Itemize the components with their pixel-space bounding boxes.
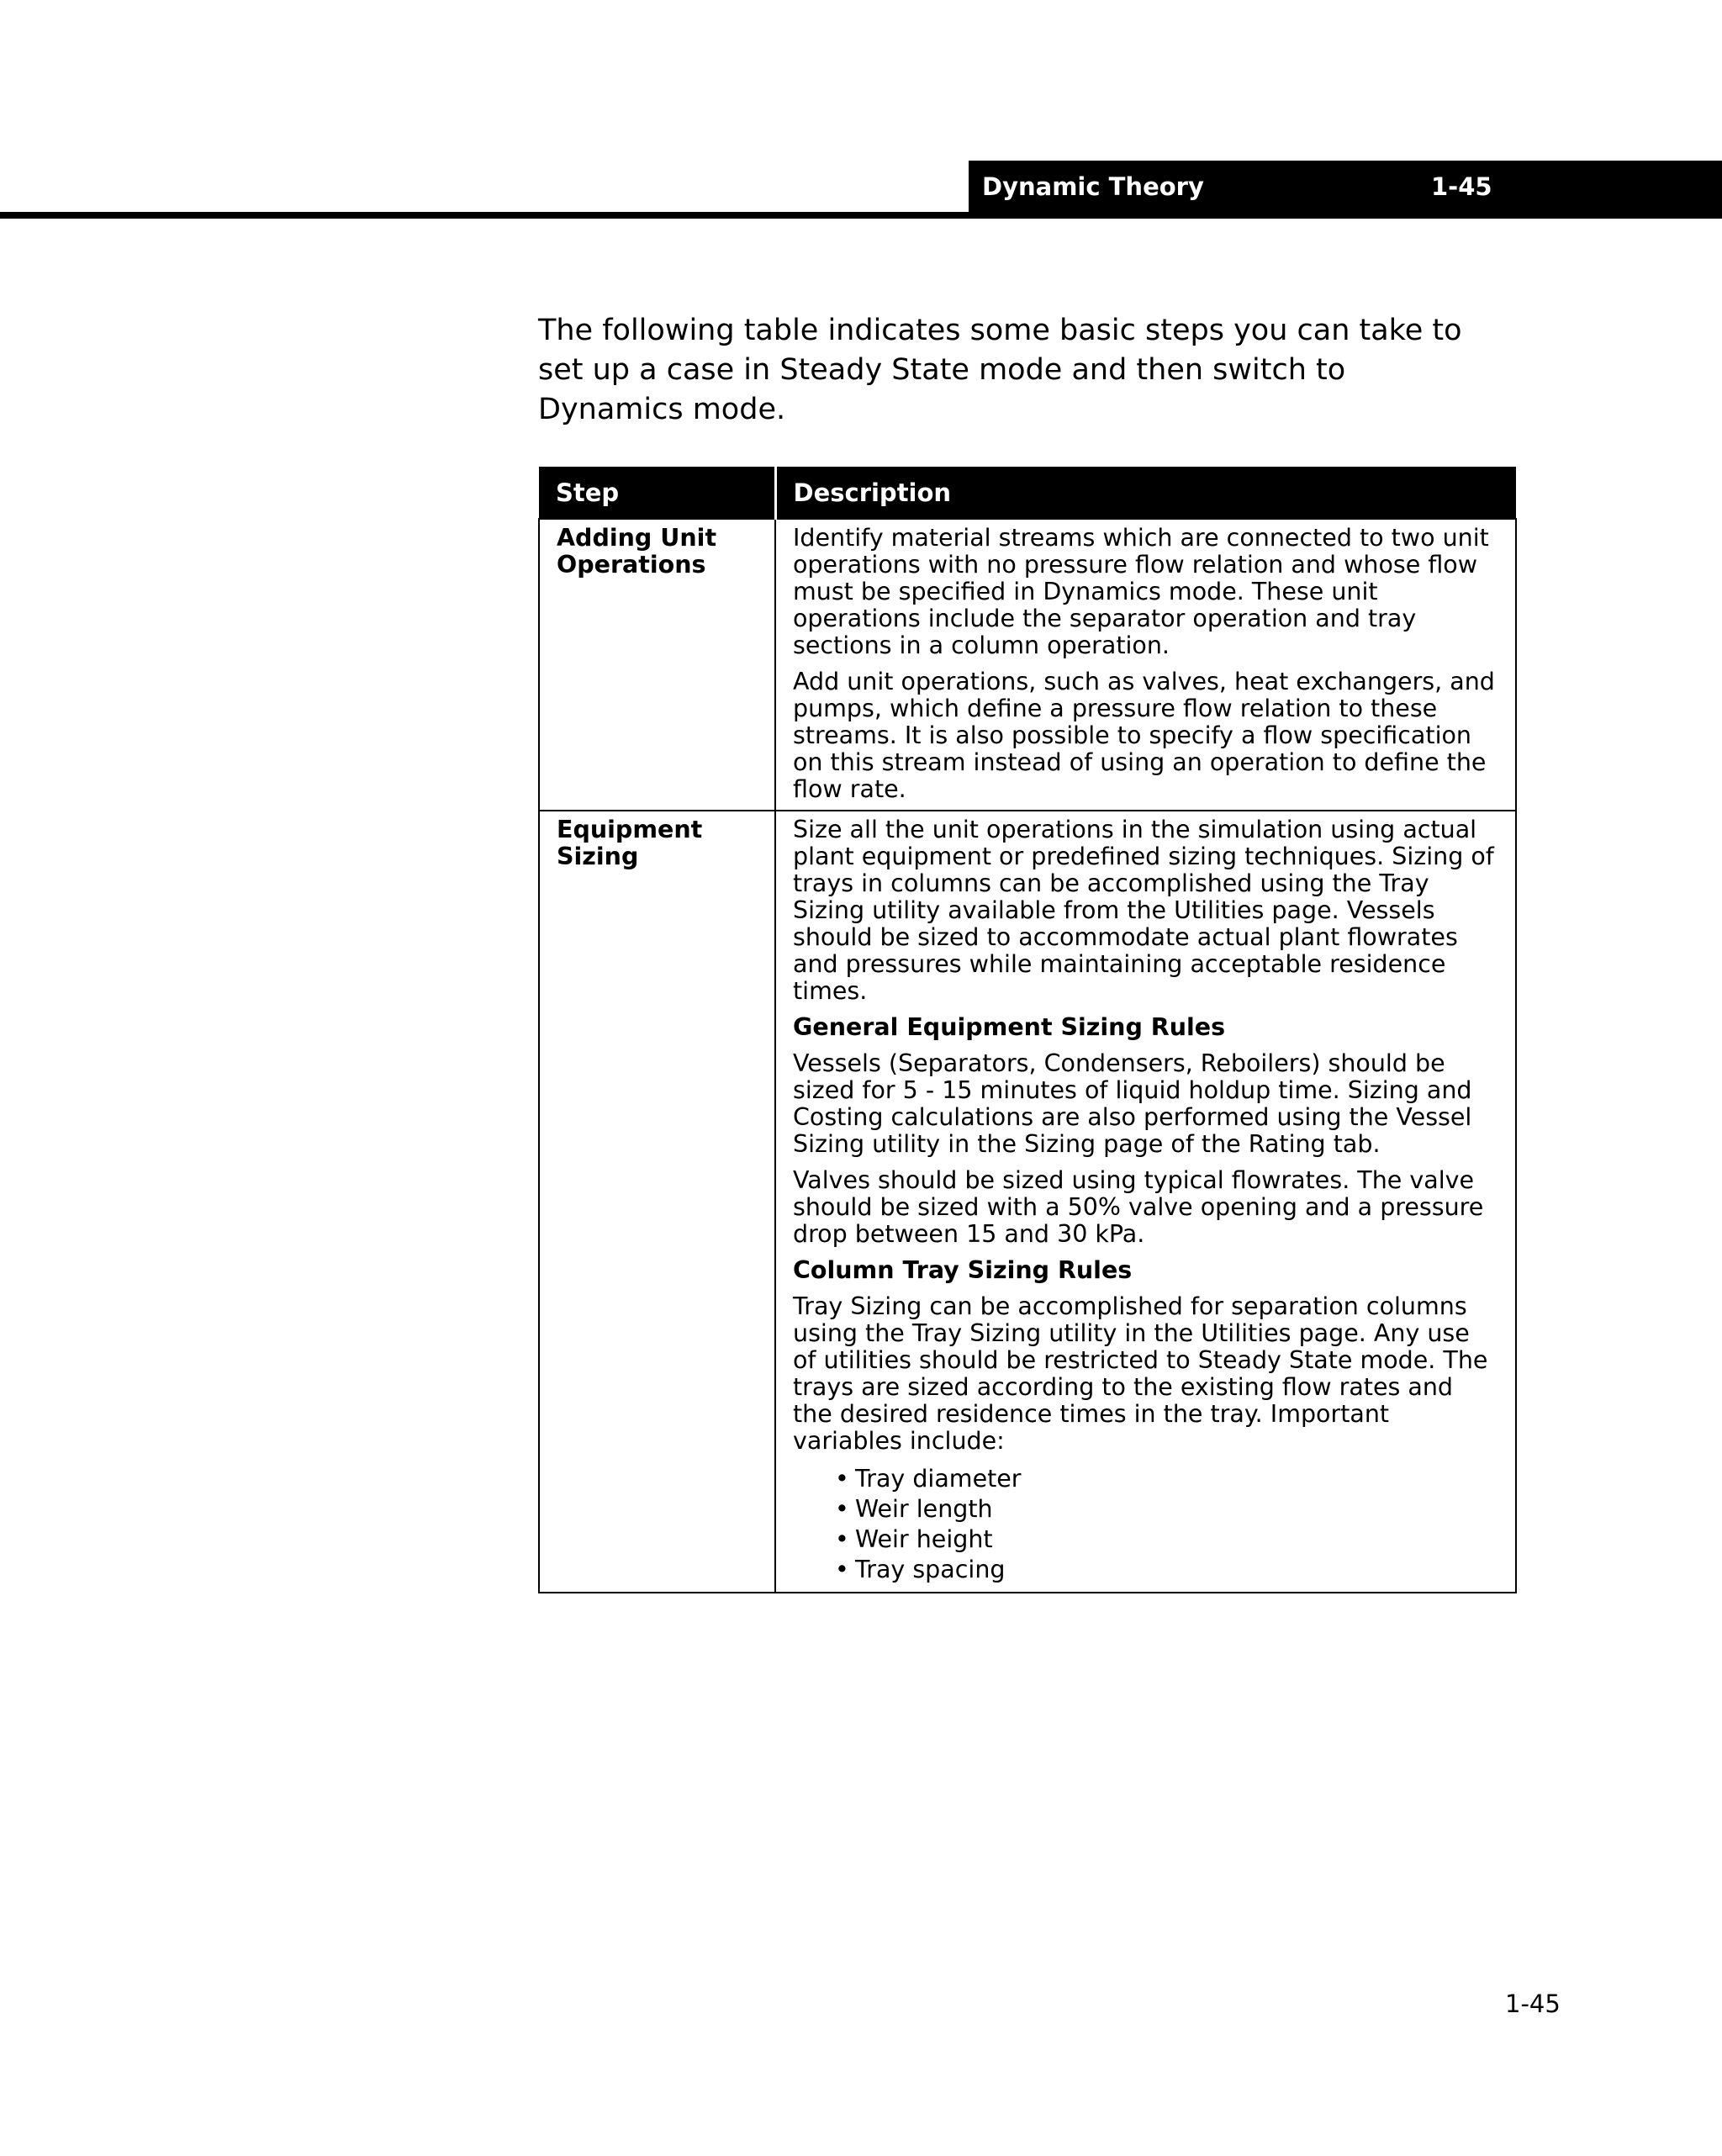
header-section-title: Dynamic Theory xyxy=(982,172,1204,201)
table-row xyxy=(539,811,1516,1593)
list-item: • Tray spacing xyxy=(835,1555,1498,1585)
description-paragraph: Identify material streams which are connected to two unit operations with no pressure flow relation and whose flow must be specified in Dynamics mode. These unit operations include the separator operation and tray sections in a column operation. xyxy=(793,524,1489,659)
table-row xyxy=(539,519,1516,811)
table-header-row xyxy=(539,467,1516,519)
running-header xyxy=(969,161,1722,219)
column-header-description: Description xyxy=(775,467,1516,519)
step-cell: Adding Unit Operations xyxy=(539,519,775,811)
sizing-rules-heading: General Equipment Sizing Rules xyxy=(793,1013,1226,1041)
header-page-number: 1-45 xyxy=(1431,172,1492,201)
intro-paragraph: The following table indicates some basic steps you can take to set up a case in Steady State mode and then switch to Dynamics mode. xyxy=(538,314,1462,426)
description-paragraph: Tray Sizing can be accomplished for separation columns using the Tray Sizing utility in the Utilities page. Any use of utilities should be restricted to Steady State mode. The trays are sized according to the existing flow rates and the desired residence times in the tray. Important variables include: xyxy=(793,1292,1488,1455)
list-item: • Weir height xyxy=(835,1525,1498,1555)
description-paragraph: Vessels (Separators, Condensers, Reboilers) should be sized for 5 - 15 minutes of liquid holdup time. Sizing and Costing calculations are also performed using the Vessel Sizing utility in the Sizing page of the Rating tab. xyxy=(793,1049,1472,1158)
description-paragraph: Add unit operations, such as valves, heat exchangers, and pumps, which define a pressure flow relation to these streams. It is also possible to specify a flow specification on this stream instead of using an operation to define the flow rate. xyxy=(793,668,1495,803)
column-header-step: Step xyxy=(539,467,775,519)
list-item: • Weir length xyxy=(835,1494,1498,1525)
footer-page-number: 1-45 xyxy=(1505,1990,1561,2018)
description-paragraph: Size all the unit operations in the simulation using actual plant equipment or predefined sizing techniques. Sizing of trays in columns can be accomplished using the Tray Sizing utility available from the Utilities page. Vessels should be sized to accommodate actual plant flowrates and pressures while maintaining acceptable residence times. xyxy=(793,816,1494,1005)
steps-table xyxy=(538,467,1517,1593)
description-cell xyxy=(775,519,1516,811)
description-cell xyxy=(775,811,1516,1593)
list-item: • Tray diameter xyxy=(835,1464,1498,1494)
variables-list xyxy=(793,1464,1498,1585)
tray-rules-heading: Column Tray Sizing Rules xyxy=(793,1256,1133,1284)
description-paragraph: Valves should be sized using typical flowrates. The valve should be sized with a 50% valve opening and a pressure drop between 15 and 30 kPa. xyxy=(793,1166,1484,1248)
step-cell: Equipment Sizing xyxy=(539,811,775,1593)
